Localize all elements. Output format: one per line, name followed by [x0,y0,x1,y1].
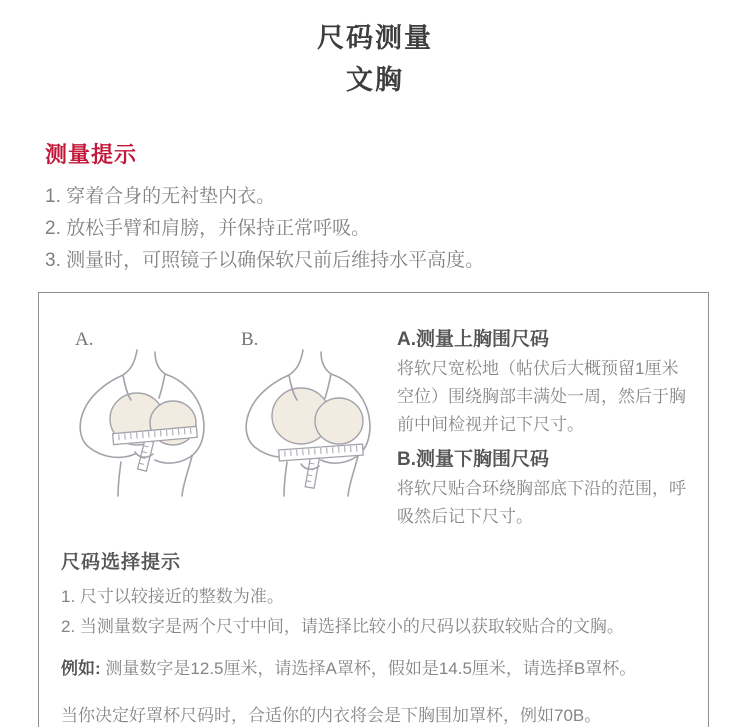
page-subtitle: 文胸 [346,65,404,95]
measure-tips-list [45,181,750,277]
guide-box-top [39,293,708,539]
final-note: 当你决定好罩杯尺码时，合适你的内衣将会是下胸围加罩杯，例如70B。 [61,706,602,725]
upper-bust-figure [59,327,225,519]
under-bust-figure [225,327,391,519]
selection-tips-heading: 尺码选择提示 [61,552,182,573]
under-bust-measure-illustration [231,341,383,509]
upper-bust-body: 将软尺宽松地（帖伏后大概预留1厘米空位）围绕胸部丰满处一周，然后于胸前中间检视并记下尺寸。 [397,359,686,434]
under-bust-heading: B.测量下胸围尺码 [397,449,550,470]
measure-tips-heading: 测量提示 [45,142,138,167]
example-text: 测量数字是12.5厘米，请选择A罩杯，假如是14.5厘米，请选择B罩杯。 [105,659,637,678]
size-selection-tips [39,539,708,727]
example-label: 例如: [61,659,101,678]
measure-illustrations [59,327,391,539]
tips-item: 3. 测量时，可照镜子以确保软尺前后维持水平高度。 [45,250,485,271]
selection-tips-item: 2. 当测量数字是两个尺寸中间，请选择比较小的尺码以获取较贴合的文胸。 [61,617,624,636]
under-bust-body: 将软尺贴合环绕胸部底下沿的范围，呼吸然后记下尺寸。 [397,479,686,526]
upper-bust-heading: A.测量上胸围尺码 [397,329,550,350]
tape-end [305,457,319,488]
tape-band [279,444,364,461]
page-title: 尺码测量 [317,23,433,53]
example-line [61,657,686,681]
tips-item: 2. 放松手臂和肩膀，并保持正常呼吸。 [45,218,371,239]
upper-bust-measure-illustration [65,341,217,509]
measure-guide-box [38,292,709,727]
figure-b-label: B. [241,329,259,350]
selection-tips-item: 1. 尺寸以较接近的整数为准。 [61,587,284,606]
figure-a-label: A. [75,329,94,350]
selection-tips-list [61,582,686,642]
tips-item: 1. 穿着合身的无衬垫内衣。 [45,186,276,207]
measure-descriptions [391,327,692,539]
